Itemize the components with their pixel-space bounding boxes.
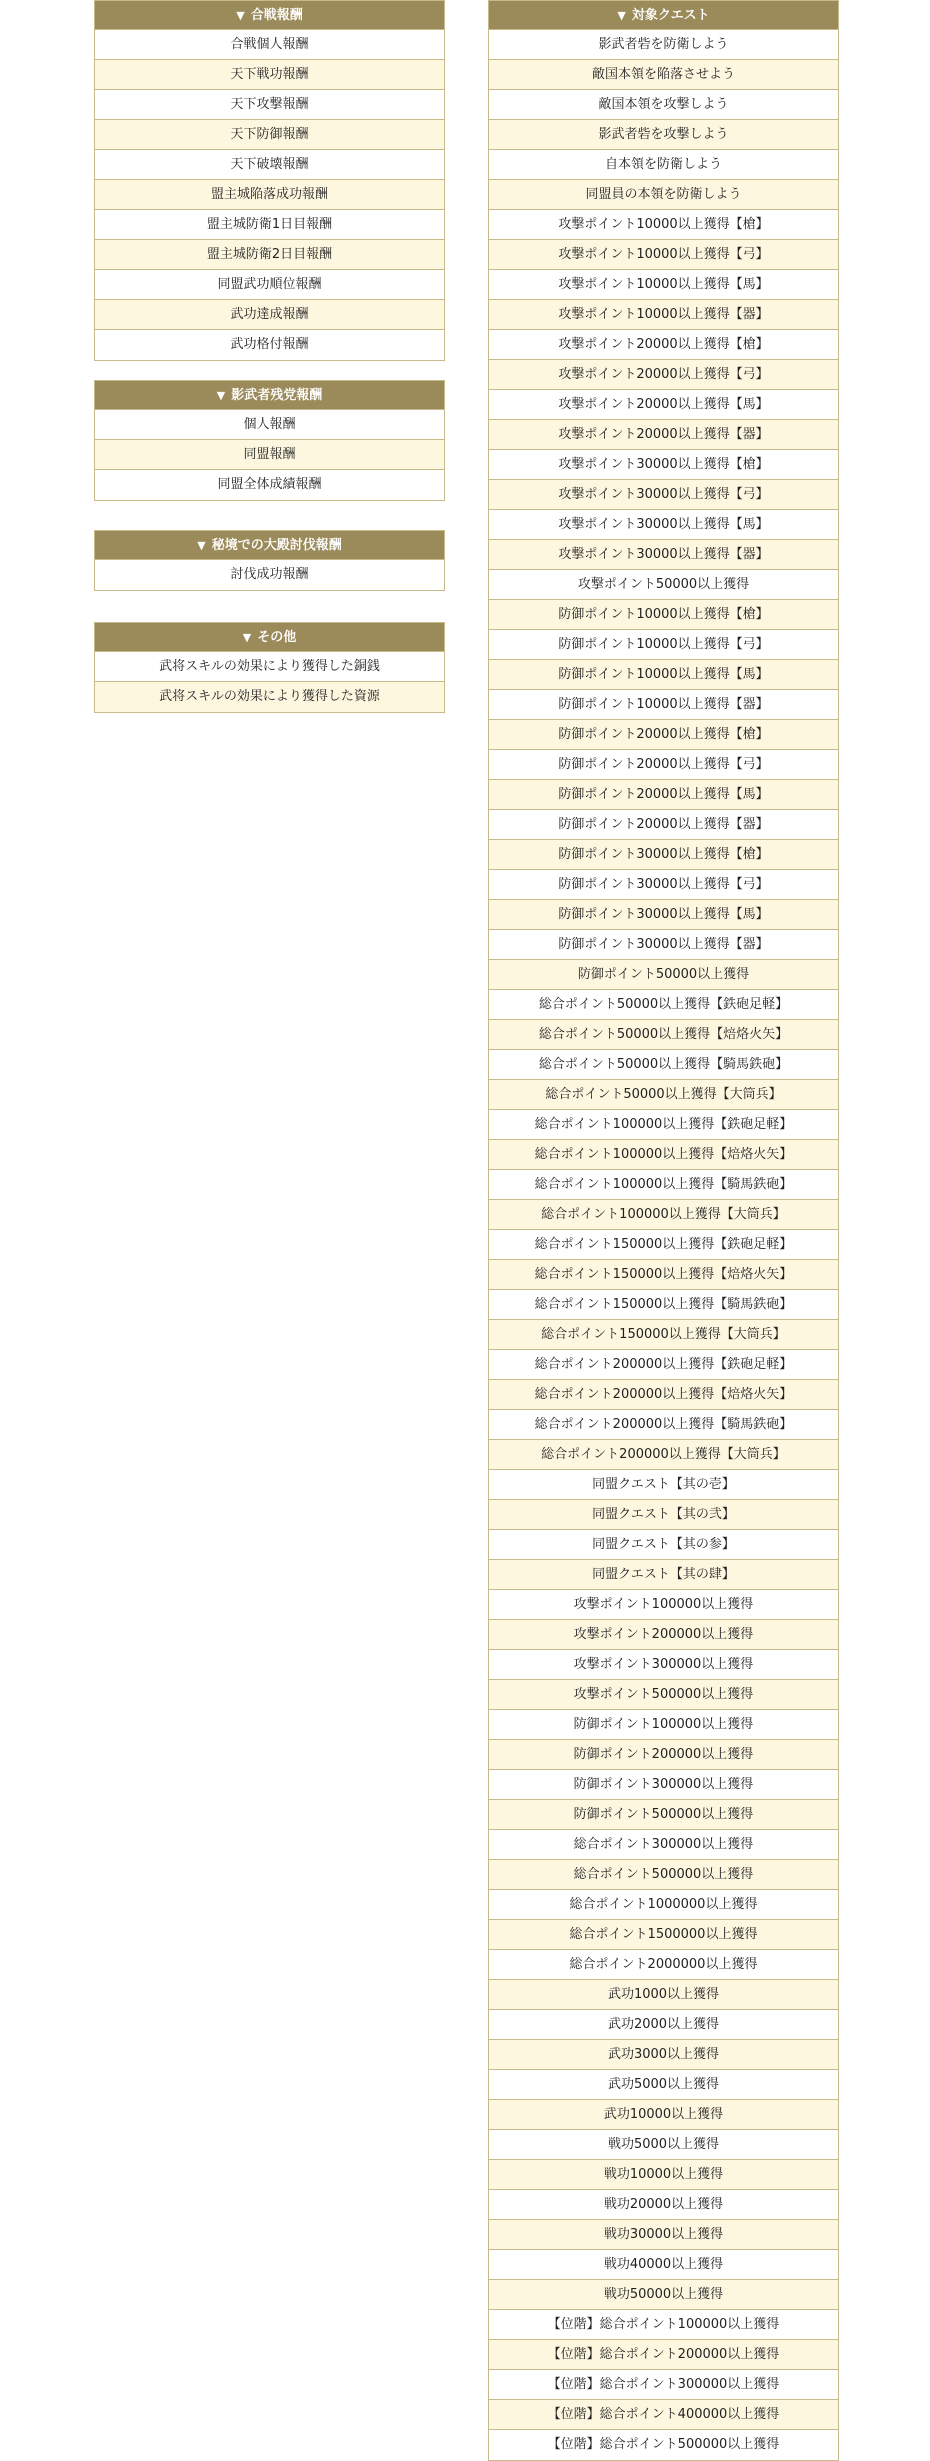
table-row: 戦功40000以上獲得: [489, 2250, 838, 2280]
table-row: 攻撃ポイント20000以上獲得【弓】: [489, 360, 838, 390]
table-row: 天下戦功報酬: [95, 60, 444, 90]
table-row: 戦功50000以上獲得: [489, 2280, 838, 2310]
table-row: 同盟全体成績報酬: [217, 477, 322, 492]
table-row: 攻撃ポイント200000以上獲得: [489, 1620, 838, 1650]
table-row: 攻撃ポイント30000以上獲得【馬】: [489, 510, 838, 540]
table-row: 防御ポイント20000以上獲得【器】: [489, 810, 838, 840]
table-row: 戦功10000以上獲得: [489, 2160, 838, 2190]
table-row: 攻撃ポイント20000以上獲得【器】: [489, 420, 838, 450]
table-row: 天下攻撃報酬: [95, 90, 444, 120]
table-row: 武功1000以上獲得: [489, 1980, 838, 2010]
section-title: 対象クエスト: [631, 8, 710, 23]
table-row: 戦功20000以上獲得: [489, 2190, 838, 2220]
table-row: 武功10000以上獲得: [489, 2100, 838, 2130]
table-row: 総合ポイント100000以上獲得【大筒兵】: [489, 1200, 838, 1230]
table-row: 攻撃ポイント300000以上獲得: [489, 1650, 838, 1680]
table-row: 影武者砦を防衛しよう: [489, 30, 838, 60]
table-row: 討伐成功報酬: [230, 567, 309, 582]
table-row: 防御ポイント500000以上獲得: [489, 1800, 838, 1830]
table-row: 【位階】総合ポイント100000以上獲得: [489, 2310, 838, 2340]
table-row: 総合ポイント150000以上獲得【焙烙火矢】: [489, 1260, 838, 1290]
section-header[interactable]: [95, 1, 444, 30]
table-row: 防御ポイント10000以上獲得【馬】: [489, 660, 838, 690]
triangle-down-icon: ▼: [197, 539, 206, 552]
table-row: 【位階】総合ポイント300000以上獲得: [489, 2370, 838, 2400]
table-row: 個人報酬: [95, 410, 444, 440]
table-row: 攻撃ポイント100000以上獲得: [489, 1590, 838, 1620]
table-row: 自本領を防衛しよう: [489, 150, 838, 180]
section-header[interactable]: [95, 381, 444, 410]
triangle-down-icon: ▼: [242, 631, 252, 644]
table-row: 攻撃ポイント10000以上獲得【器】: [489, 300, 838, 330]
table-row: 総合ポイント200000以上獲得【大筒兵】: [489, 1440, 838, 1470]
table-row: 総合ポイント1000000以上獲得: [489, 1890, 838, 1920]
table-row: 攻撃ポイント10000以上獲得【槍】: [489, 210, 838, 240]
table-row: 盟主城防衛2日目報酬: [95, 240, 444, 270]
section-title: 合戦報酬: [250, 8, 303, 23]
table-row: 影武者砦を攻撃しよう: [489, 120, 838, 150]
table-row: 攻撃ポイント20000以上獲得【馬】: [489, 390, 838, 420]
triangle-down-icon: ▼: [617, 9, 626, 22]
table-row: 盟主城防衛1日目報酬: [95, 210, 444, 240]
table-row: 武功2000以上獲得: [489, 2010, 838, 2040]
quest-list: [488, 0, 839, 2461]
table-row: 同盟クエスト【其の弐】: [489, 1500, 838, 1530]
table-row: 防御ポイント30000以上獲得【馬】: [489, 900, 838, 930]
table-row: 敵国本領を攻撃しよう: [489, 90, 838, 120]
table-row: 敵国本領を陥落させよう: [489, 60, 838, 90]
table-row: 【位階】総合ポイント400000以上獲得: [489, 2400, 838, 2430]
table-row: 防御ポイント30000以上獲得【器】: [489, 930, 838, 960]
table-row: 攻撃ポイント10000以上獲得【弓】: [489, 240, 838, 270]
triangle-down-icon: ▼: [236, 9, 245, 22]
table-row: 攻撃ポイント30000以上獲得【器】: [489, 540, 838, 570]
table-row: 防御ポイント20000以上獲得【弓】: [489, 750, 838, 780]
table-row: 総合ポイント50000以上獲得【鉄砲足軽】: [489, 990, 838, 1020]
table-row: 同盟クエスト【其の参】: [489, 1530, 838, 1560]
reward-section-1: [94, 0, 445, 361]
table-row: 防御ポイント30000以上獲得【弓】: [489, 870, 838, 900]
table-row: 総合ポイント150000以上獲得【大筒兵】: [489, 1320, 838, 1350]
section-header[interactable]: [95, 531, 444, 560]
table-row: 防御ポイント20000以上獲得【槍】: [489, 720, 838, 750]
table-row: 総合ポイント150000以上獲得【鉄砲足軽】: [489, 1230, 838, 1260]
table-row: 防御ポイント50000以上獲得: [489, 960, 838, 990]
table-row: 攻撃ポイント30000以上獲得【弓】: [489, 480, 838, 510]
table-row: 総合ポイント150000以上獲得【騎馬鉄砲】: [489, 1290, 838, 1320]
section-header[interactable]: [95, 623, 444, 652]
table-row: 天下破壊報酬: [95, 150, 444, 180]
table-row: 総合ポイント200000以上獲得【鉄砲足軽】: [489, 1350, 838, 1380]
table-row: 合戦個人報酬: [95, 30, 444, 60]
table-row: 総合ポイント50000以上獲得【騎馬鉄砲】: [489, 1050, 838, 1080]
table-row: 攻撃ポイント10000以上獲得【馬】: [489, 270, 838, 300]
table-row: 総合ポイント2000000以上獲得: [489, 1950, 838, 1980]
reward-section-2: [94, 380, 445, 501]
table-row: 同盟クエスト【其の壱】: [489, 1470, 838, 1500]
section-title: 影武者残党報酬: [231, 388, 323, 403]
table-row: 総合ポイント50000以上獲得【焙烙火矢】: [489, 1020, 838, 1050]
triangle-down-icon: ▼: [216, 389, 226, 402]
table-row: 防御ポイント200000以上獲得: [489, 1740, 838, 1770]
table-row: 防御ポイント10000以上獲得【器】: [489, 690, 838, 720]
table-row: 攻撃ポイント20000以上獲得【槍】: [489, 330, 838, 360]
section-header[interactable]: [489, 1, 838, 30]
table-row: 同盟クエスト【其の肆】: [489, 1560, 838, 1590]
table-row: 総合ポイント50000以上獲得【大筒兵】: [489, 1080, 838, 1110]
table-row: 防御ポイント10000以上獲得【弓】: [489, 630, 838, 660]
table-row: 防御ポイント100000以上獲得: [489, 1710, 838, 1740]
table-row: 戦功5000以上獲得: [489, 2130, 838, 2160]
section-title: その他: [257, 630, 297, 645]
table-row: 同盟武功順位報酬: [95, 270, 444, 300]
reward-section-3: [94, 530, 445, 591]
table-row: 同盟員の本領を防衛しよう: [489, 180, 838, 210]
table-row: 武功5000以上獲得: [489, 2070, 838, 2100]
table-row: 【位階】総合ポイント500000以上獲得: [547, 2437, 780, 2452]
table-row: 総合ポイント200000以上獲得【騎馬鉄砲】: [489, 1410, 838, 1440]
table-row: 総合ポイント500000以上獲得: [489, 1860, 838, 1890]
table-row: 防御ポイント20000以上獲得【馬】: [489, 780, 838, 810]
table-row: 攻撃ポイント50000以上獲得: [489, 570, 838, 600]
table-row: 盟主城陥落成功報酬: [95, 180, 444, 210]
table-row: 防御ポイント300000以上獲得: [489, 1770, 838, 1800]
table-row: 武将スキルの効果により獲得した銅銭: [95, 652, 444, 682]
table-row: 防御ポイント10000以上獲得【槍】: [489, 600, 838, 630]
section-title: 秘境での大殿討伐報酬: [211, 538, 342, 553]
table-row: 総合ポイント100000以上獲得【鉄砲足軽】: [489, 1110, 838, 1140]
table-row: 防御ポイント30000以上獲得【槍】: [489, 840, 838, 870]
table-row: 総合ポイント100000以上獲得【騎馬鉄砲】: [489, 1170, 838, 1200]
table-row: 武将スキルの効果により獲得した資源: [95, 682, 444, 712]
table-row: 【位階】総合ポイント200000以上獲得: [489, 2340, 838, 2370]
table-row: 攻撃ポイント500000以上獲得: [489, 1680, 838, 1710]
table-row: 総合ポイント300000以上獲得: [489, 1830, 838, 1860]
table-row: 武功格付報酬: [230, 337, 309, 352]
table-row: 武功3000以上獲得: [489, 2040, 838, 2070]
table-row: 総合ポイント200000以上獲得【焙烙火矢】: [489, 1380, 838, 1410]
table-row: 天下防御報酬: [95, 120, 444, 150]
table-row: 総合ポイント1500000以上獲得: [489, 1920, 838, 1950]
table-row: 同盟報酬: [95, 440, 444, 470]
table-row: 総合ポイント100000以上獲得【焙烙火矢】: [489, 1140, 838, 1170]
table-row: 戦功30000以上獲得: [489, 2220, 838, 2250]
table-row: 攻撃ポイント30000以上獲得【槍】: [489, 450, 838, 480]
table-row: 武功達成報酬: [95, 300, 444, 330]
reward-section-4: [94, 622, 445, 713]
